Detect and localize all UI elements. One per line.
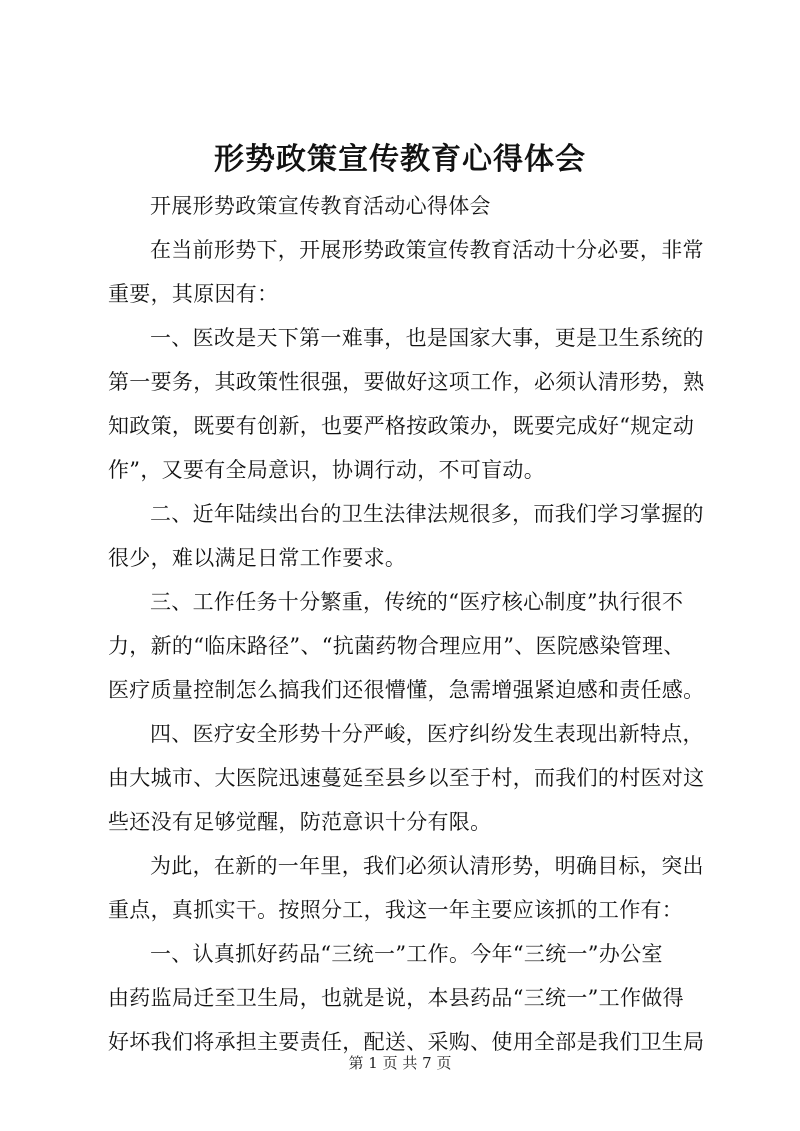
text-line: 为此，在新的一年里，我们必须认清形势，明确目标，突出 xyxy=(150,854,704,878)
text-line: 四、医疗安全形势十分严峻，医疗纠纷发生表现出新特点， xyxy=(150,722,704,746)
text-line: 知政策，既要有创新，也要严格按政策办，既要完成好“规定动 xyxy=(108,414,695,438)
text-line: 由药监局迁至卫生局，也就是说，本县药品“三统一”工作做得 xyxy=(108,986,684,1010)
text-line: 重要，其原因有： xyxy=(108,282,279,306)
text-line: 作”，又要有全局意识，协调行动，不可盲动。 xyxy=(108,458,546,482)
text-line: 在当前形势下，开展形势政策宣传教育活动十分必要，非常 xyxy=(150,238,704,262)
text-line: 很少，难以满足日常工作要求。 xyxy=(108,546,407,570)
text-line: 好坏我们将承担主要责任，配送、采购、使用全部是我们卫生局 xyxy=(108,1030,705,1054)
text-line: 开展形势政策宣传教育活动心得体会 xyxy=(150,194,491,218)
text-line: 由大城市、大医院迅速蔓延至县乡以至于村，而我们的村医对这 xyxy=(108,766,705,790)
text-line: 二、近年陆续出台的卫生法律法规很多，而我们学习掌握的 xyxy=(150,502,704,526)
text-line: 医疗质量控制怎么搞我们还很懵懂，急需增强紧迫感和责任感。 xyxy=(108,678,705,702)
text-line: 第一要务，其政策性很强，要做好这项工作，必须认清形势，熟 xyxy=(108,370,705,394)
page-footer: 第 1 页 共 7 页 xyxy=(348,1054,452,1072)
document-body xyxy=(108,184,720,1064)
document-title: 形势政策宣传教育心得体会 xyxy=(214,142,586,177)
text-line: 一、医改是天下第一难事，也是国家大事，更是卫生系统的 xyxy=(150,326,704,350)
text-line: 三、工作任务十分繁重，传统的“医疗核心制度”执行很不 xyxy=(150,590,684,614)
text-line: 一、认真抓好药品“三统一”工作。今年“三统一”办公室 xyxy=(150,942,663,966)
text-line: 些还没有足够觉醒，防范意识十分有限。 xyxy=(108,810,492,834)
text-line: 力，新的“临床路径”、“抗菌药物合理应用”、医院感染管理、 xyxy=(108,634,685,658)
text-line: 重点，真抓实干。按照分工，我这一年主要应该抓的工作有： xyxy=(108,898,684,922)
